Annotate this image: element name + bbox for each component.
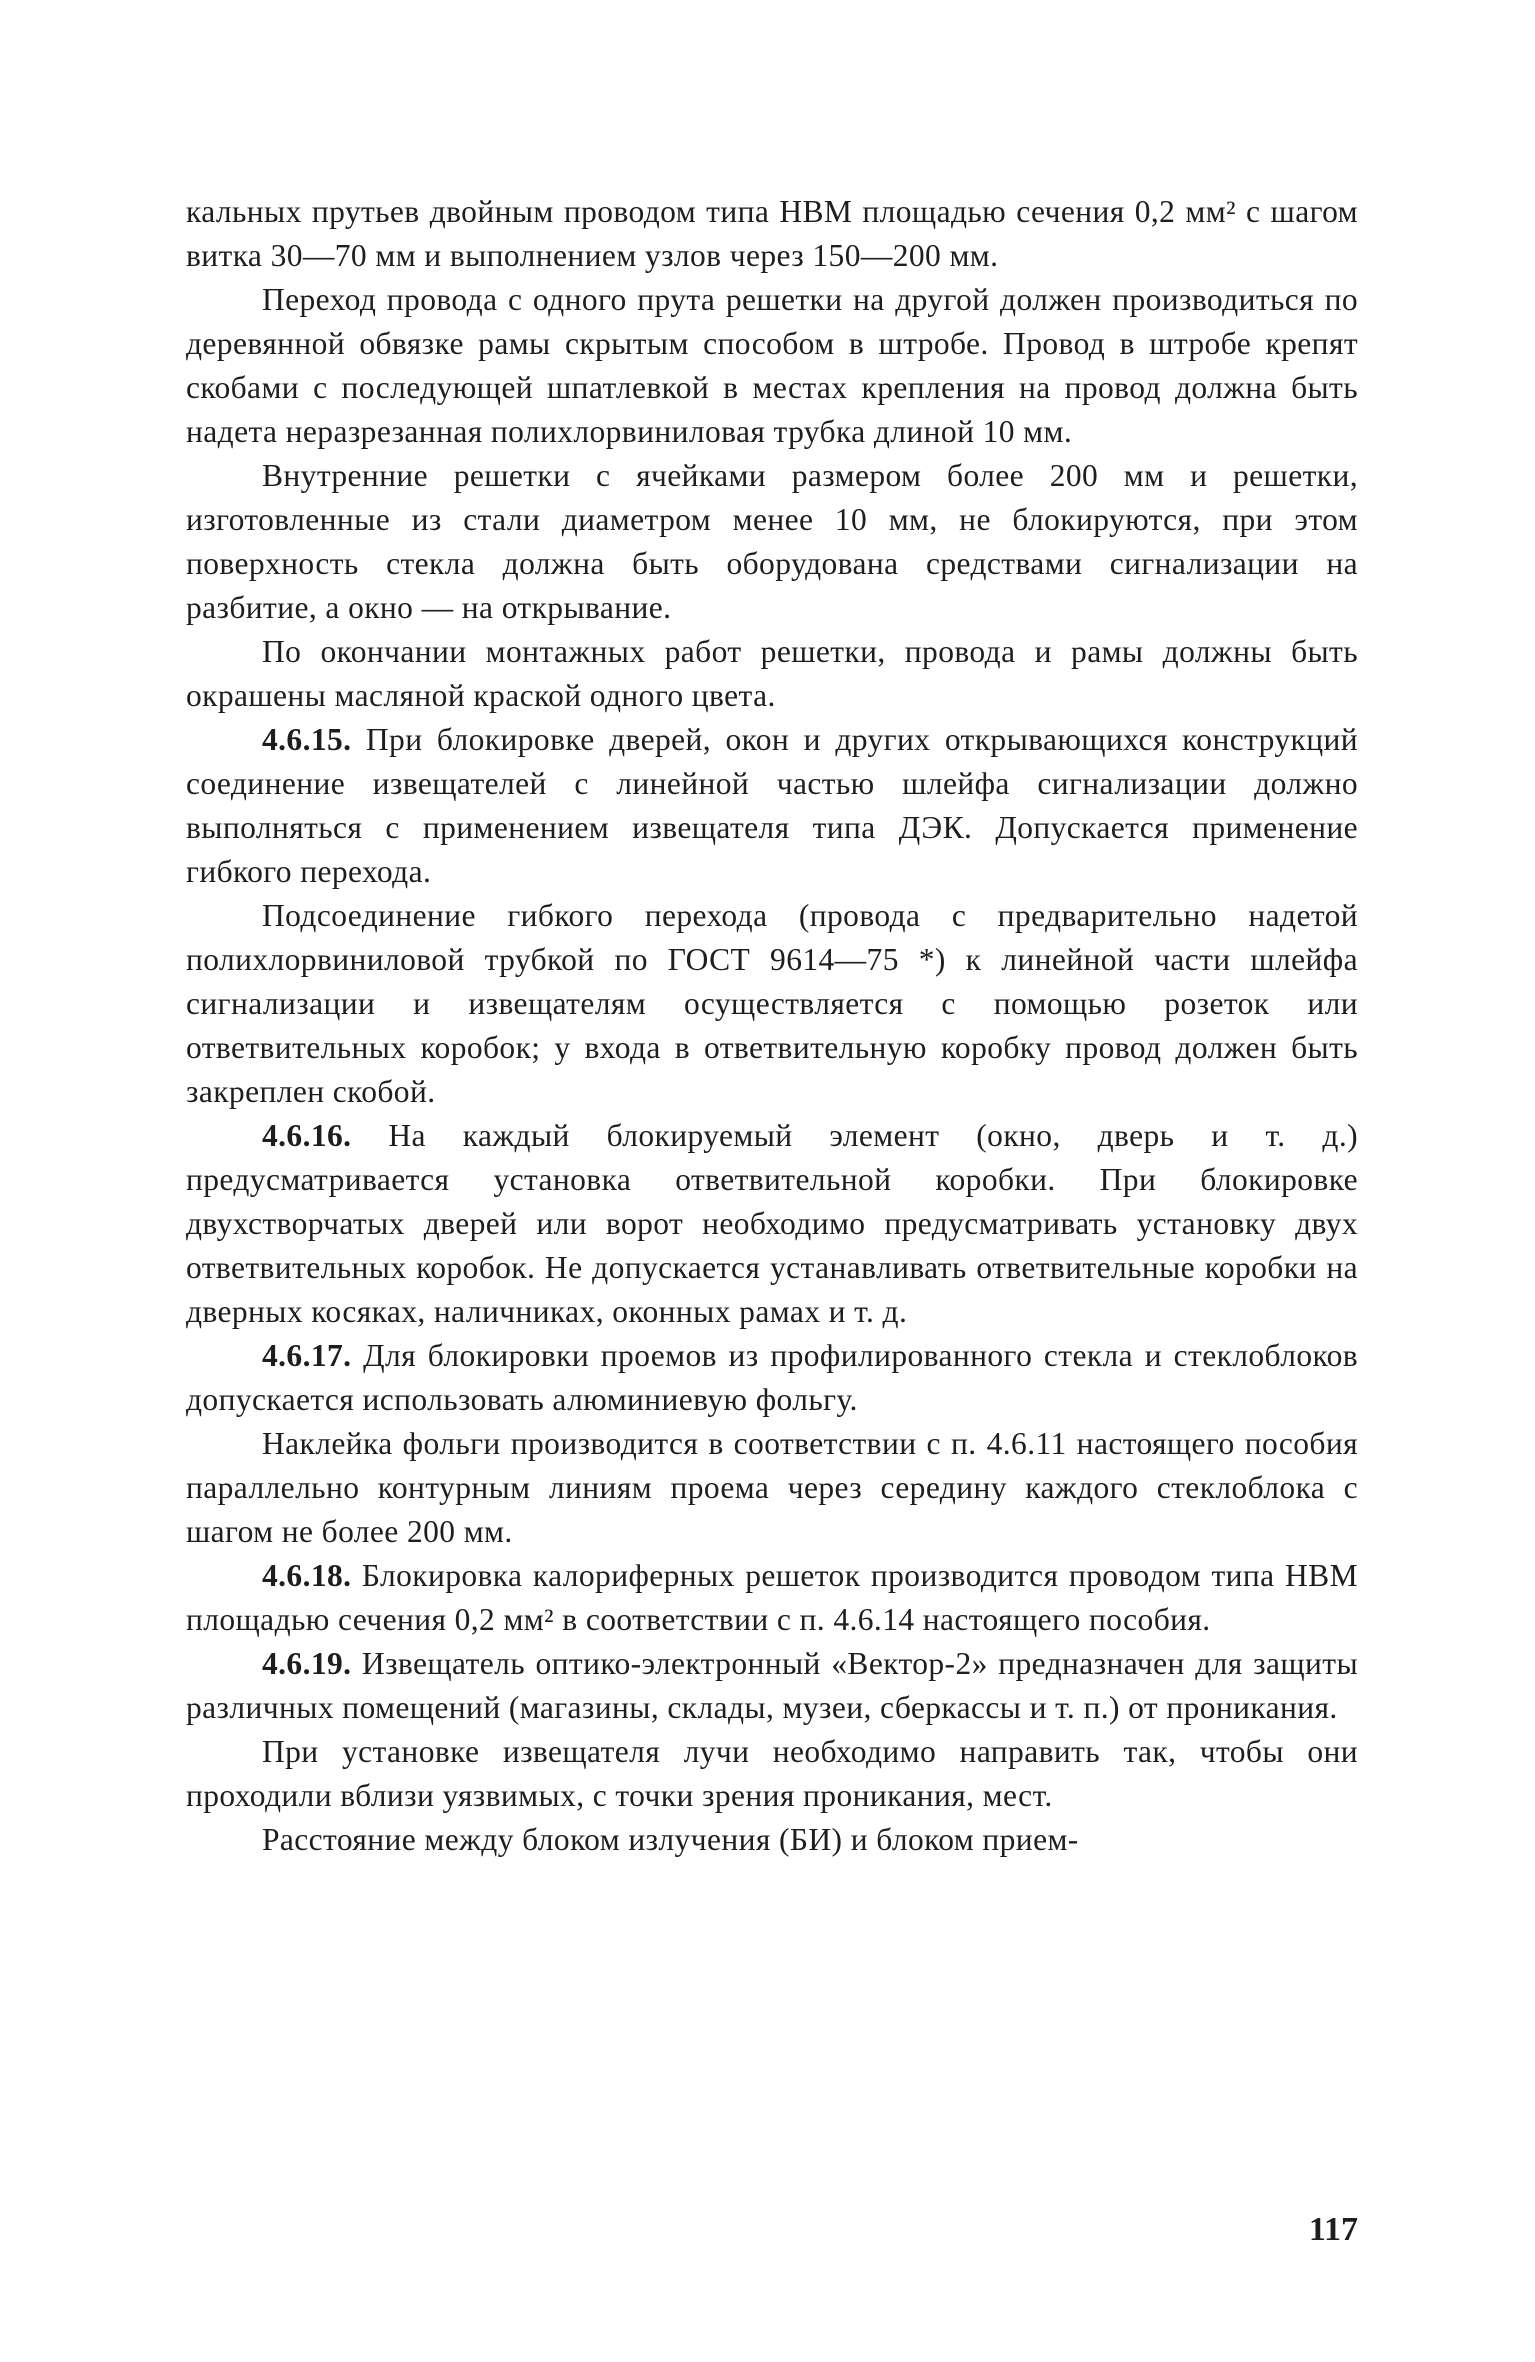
section-4-6-15 <box>186 718 1358 894</box>
paragraph-text: Переход провода с одного прута решетки на другой должен производиться по деревянной обвязке рамы скрытым способом в штробе. Провод в штробе крепят скобами с последующей шпатлевкой в местах крепления на провод должна быть надета неразрезанная полихлорвиниловая трубка длиной 10 мм. <box>186 282 1358 449</box>
section-number: 4.6.17. <box>262 1338 352 1373</box>
paragraph-6 <box>186 894 1358 1114</box>
section-number: 4.6.15. <box>262 722 352 757</box>
section-number: 4.6.18. <box>262 1558 352 1593</box>
paragraph-text: Блокировка калориферных решеток производится проводом типа НВМ площадью сечения 0,2 мм² в соответствии с п. 4.6.14 настоящего пособия. <box>186 1558 1358 1637</box>
paragraph-text: На каждый блокируемый элемент (окно, дверь и т. д.) предусматривается установка ответвительной коробки. При блокировке двухстворчатых дверей или ворот необходимо предусматривать установку двух ответвительных коробок. Не допускается устанавливать ответвительные коробки на дверных косяках, наличниках, оконных рамах и т. д. <box>186 1118 1358 1329</box>
paragraph-12 <box>186 1730 1358 1818</box>
page-body <box>186 190 1358 1862</box>
section-4-6-16 <box>186 1114 1358 1334</box>
paragraph-text: Для блокировки проемов из профилированного стекла и стеклоблоков допускается использовать алюминиевую фольгу. <box>186 1338 1358 1417</box>
section-4-6-17 <box>186 1334 1358 1422</box>
paragraph-text: По окончании монтажных работ решетки, провода и рамы должны быть окрашены масляной краской одного цвета. <box>186 634 1358 713</box>
section-number: 4.6.16. <box>262 1118 352 1153</box>
paragraph-1 <box>186 190 1358 278</box>
paragraph-text: Внутренние решетки с ячейками размером более 200 мм и решетки, изготовленные из стали диаметром менее 10 мм, не блокируются, при этом поверхность стекла должна быть оборудована средствами сигнализации на разбитие, а окно — на открывание. <box>186 458 1358 625</box>
paragraph-text: кальных прутьев двойным проводом типа НВМ площадью сечения 0,2 мм² с шагом витка 30—70 мм и выполнением узлов через 150—200 мм. <box>186 194 1358 273</box>
paragraph-text: Расстояние между блоком излучения (БИ) и блоком прием- <box>262 1822 1079 1857</box>
paragraph-text: Извещатель оптико-электронный «Вектор-2» предназначен для защиты различных помещений (магазины, склады, музеи, сберкассы и т. п.) от проникания. <box>186 1646 1359 1725</box>
paragraph-text: При установке извещателя лучи необходимо направить так, чтобы они проходили вблизи уязвимых, с точки зрения проникания, мест. <box>186 1734 1358 1813</box>
section-number: 4.6.19. <box>262 1646 352 1681</box>
paragraph-text: Наклейка фольги производится в соответствии с п. 4.6.11 настоящего пособия параллельно контурным линиям проема через середину каждого стеклоблока с шагом не более 200 мм. <box>186 1426 1358 1549</box>
page-number: 117 <box>1308 2211 1358 2248</box>
section-4-6-18 <box>186 1554 1358 1642</box>
paragraph-3 <box>186 454 1358 630</box>
paragraph-13 <box>186 1818 1358 1862</box>
section-4-6-19 <box>186 1642 1358 1730</box>
paragraph-4 <box>186 630 1358 718</box>
paragraph-2 <box>186 278 1358 454</box>
paragraph-9 <box>186 1422 1358 1554</box>
paragraph-text: При блокировке дверей, окон и других открывающихся конструкций соединение извещателей с линейной частью шлейфа сигнализации должно выполняться с применением извещателя типа ДЭК. Допускается применение гибкого перехода. <box>186 722 1358 889</box>
paragraph-text: Подсоединение гибкого перехода (провода с предварительно надетой полихлорвиниловой трубкой по ГОСТ 9614—75 *) к линейной части шлейфа сигнализации и извещателям осуществляется с помощью розеток или ответвительных коробок; у входа в ответвительную коробку провод должен быть закреплен скобой. <box>186 898 1358 1109</box>
